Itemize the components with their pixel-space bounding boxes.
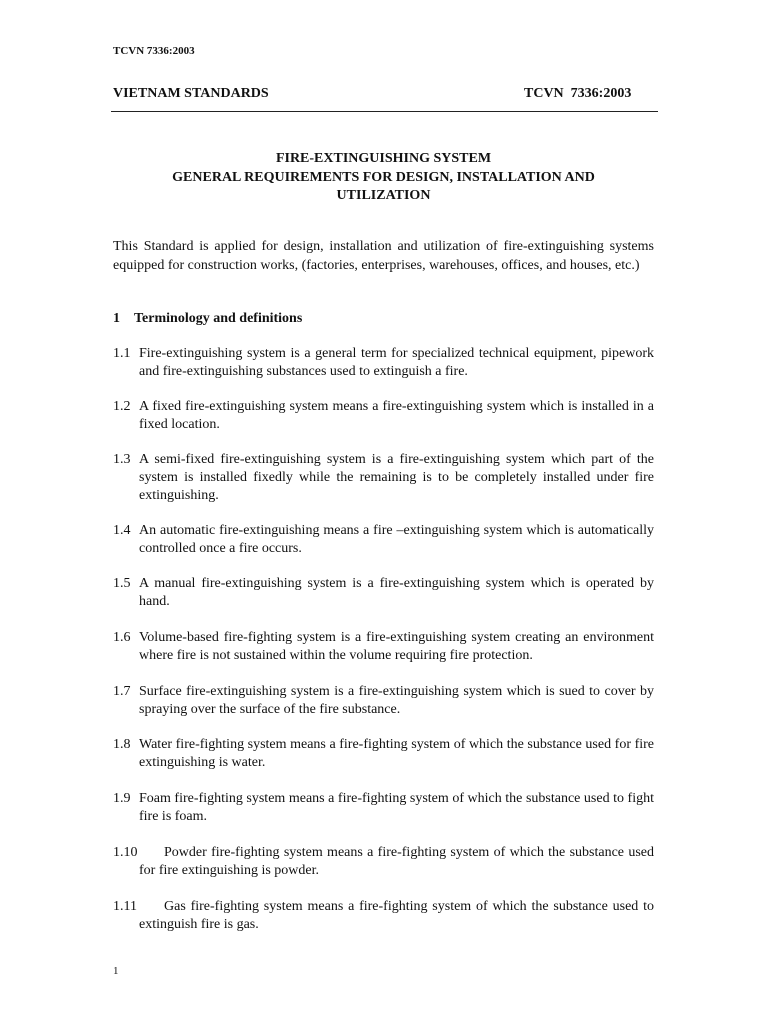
- definition-item: [113, 522, 654, 558]
- standards-row: [113, 86, 654, 106]
- running-header: TCVN 7336:2003: [113, 45, 195, 57]
- definition-text: Water fire-fighting system means a fire-fighting system of which the substance used for fire extinguishing is water.: [139, 737, 654, 771]
- definition-item: [113, 790, 654, 826]
- title-line-2: GENERAL REQUIREMENTS FOR DESIGN, INSTALLATION AND: [172, 169, 595, 185]
- definition-item: [113, 844, 654, 880]
- definition-text: A manual fire-extinguishing system is a fire-extinguishing system which is operated by hand.: [139, 576, 654, 610]
- definition-text: A fixed fire-extinguishing system means a fire-extinguishing system which is installed in a fixed location.: [139, 399, 654, 433]
- title-line-3: UTILIZATION: [336, 188, 431, 203]
- definition-item: [113, 451, 654, 506]
- definition-text: Gas fire-fighting system means a fire-fighting system of which the substance used to extinguish fire is gas.: [139, 899, 654, 933]
- definition-text: Surface fire-extinguishing system is a fire-extinguishing system which is sued to cover by spraying over the surface of the fire substance.: [139, 684, 654, 718]
- definition-number: 1.11: [113, 899, 137, 914]
- definition-number: 1.10: [113, 845, 138, 860]
- definition-item: [113, 575, 654, 611]
- definition-text: Fire-extinguishing system is a general term for specialized technical equipment, pipework and fire-extinguishing substances used to extinguish a fire.: [139, 346, 654, 380]
- definition-number: 1.7: [113, 684, 131, 699]
- definition-item: [113, 398, 654, 434]
- definition-number: 1.9: [113, 791, 131, 806]
- header-rule: [111, 111, 658, 112]
- definition-text: Volume-based fire-fighting system is a fire-extinguishing system creating an environment where fire is not sustained within the volume requiring fire protection.: [139, 630, 654, 664]
- definition-item: [113, 683, 654, 719]
- page-number: 1: [113, 965, 119, 977]
- definition-text: A semi-fixed fire-extinguishing system is a fire-extinguishing system which part of the system is installed fixedly while the remaining is to be completely installed under fire extinguishing.: [139, 452, 654, 504]
- definition-item: [113, 736, 654, 772]
- definition-item: [113, 629, 654, 665]
- section-number: 1: [113, 311, 120, 326]
- definition-number: 1.3: [113, 452, 131, 467]
- definition-item: [113, 898, 654, 934]
- title-line-1: FIRE-EXTINGUISHING SYSTEM: [275, 151, 492, 166]
- definition-number: 1.8: [113, 737, 131, 752]
- definition-text: Foam fire-fighting system means a fire-fighting system of which the substance used to fight fire is foam.: [139, 791, 654, 825]
- section-heading: [113, 311, 302, 327]
- definition-text: An automatic fire-extinguishing means a fire –extinguishing system which is automatically controlled once a fire occurs.: [139, 523, 654, 557]
- definition-number: 1.2: [113, 399, 131, 414]
- intro-paragraph: This Standard is applied for design, installation and utilization of fire-extinguishing systems equipped for construction works, (factories, enterprises, warehouses, offices, and houses, etc.): [113, 239, 654, 273]
- definition-number: 1.4: [113, 523, 131, 538]
- definition-item: [113, 345, 654, 381]
- document-title: [113, 150, 654, 206]
- definition-text: Powder fire-fighting system means a fire-fighting system of which the substance used for fire extinguishing is powder.: [139, 845, 654, 879]
- standards-label: VIETNAM STANDARDS: [113, 86, 269, 101]
- definition-number: 1.1: [113, 346, 131, 361]
- definition-number: 1.6: [113, 630, 131, 645]
- standard-number: TCVN 7336:2003: [524, 86, 632, 101]
- section-title: Terminology and definitions: [134, 311, 303, 326]
- definition-number: 1.5: [113, 576, 131, 591]
